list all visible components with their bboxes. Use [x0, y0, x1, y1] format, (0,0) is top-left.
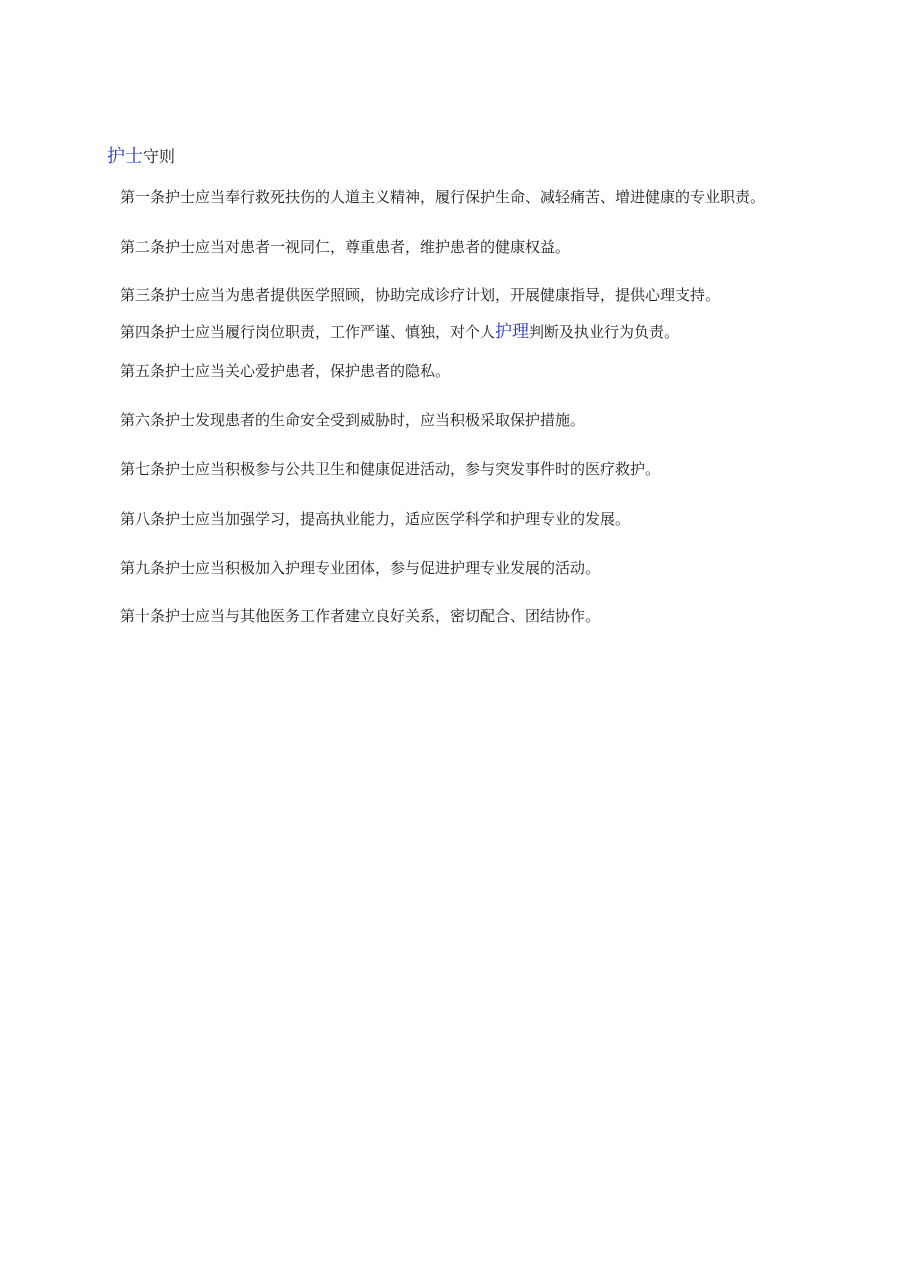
article-8: 第八条护士应当加强学习，提高执业能力，适应医学科学和护理专业的发展。	[120, 510, 631, 528]
article-10: 第十条护士应当与其他医务工作者建立良好关系，密切配合、团结协作。	[120, 607, 601, 625]
article-3: 第三条护士应当为患者提供医学照顾，协助完成诊疗计划，开展健康指导，提供心理支持。	[120, 286, 721, 304]
article-4-link[interactable]: 护理	[495, 322, 530, 342]
article-4-text-after: 判断及执业行为负责。	[529, 323, 680, 341]
article-9: 第九条护士应当积极加入护理专业团体，参与促进护理专业发展的活动。	[120, 559, 601, 577]
title-link[interactable]: 护士	[107, 146, 143, 167]
article-4	[120, 321, 679, 343]
article-5: 第五条护士应当关心爱护患者，保护患者的隐私。	[120, 362, 451, 380]
article-1: 第一条护士应当奉行救死扶伤的人道主义精神，履行保护生命、减轻痛苦、增进健康的专业职责。	[120, 188, 766, 206]
article-2: 第二条护士应当对患者一视同仁，尊重患者，维护患者的健康权益。	[120, 238, 571, 256]
article-6: 第六条护士发现患者的生命安全受到威胁时，应当积极采取保护措施。	[120, 411, 586, 429]
article-7: 第七条护士应当积极参与公共卫生和健康促进活动，参与突发事件时的医疗救护。	[120, 460, 661, 478]
document-title	[107, 146, 175, 168]
title-text: 守则	[143, 147, 176, 166]
article-4-text-before: 第四条护士应当履行岗位职责，工作严谨、慎独，对个人	[120, 323, 496, 341]
